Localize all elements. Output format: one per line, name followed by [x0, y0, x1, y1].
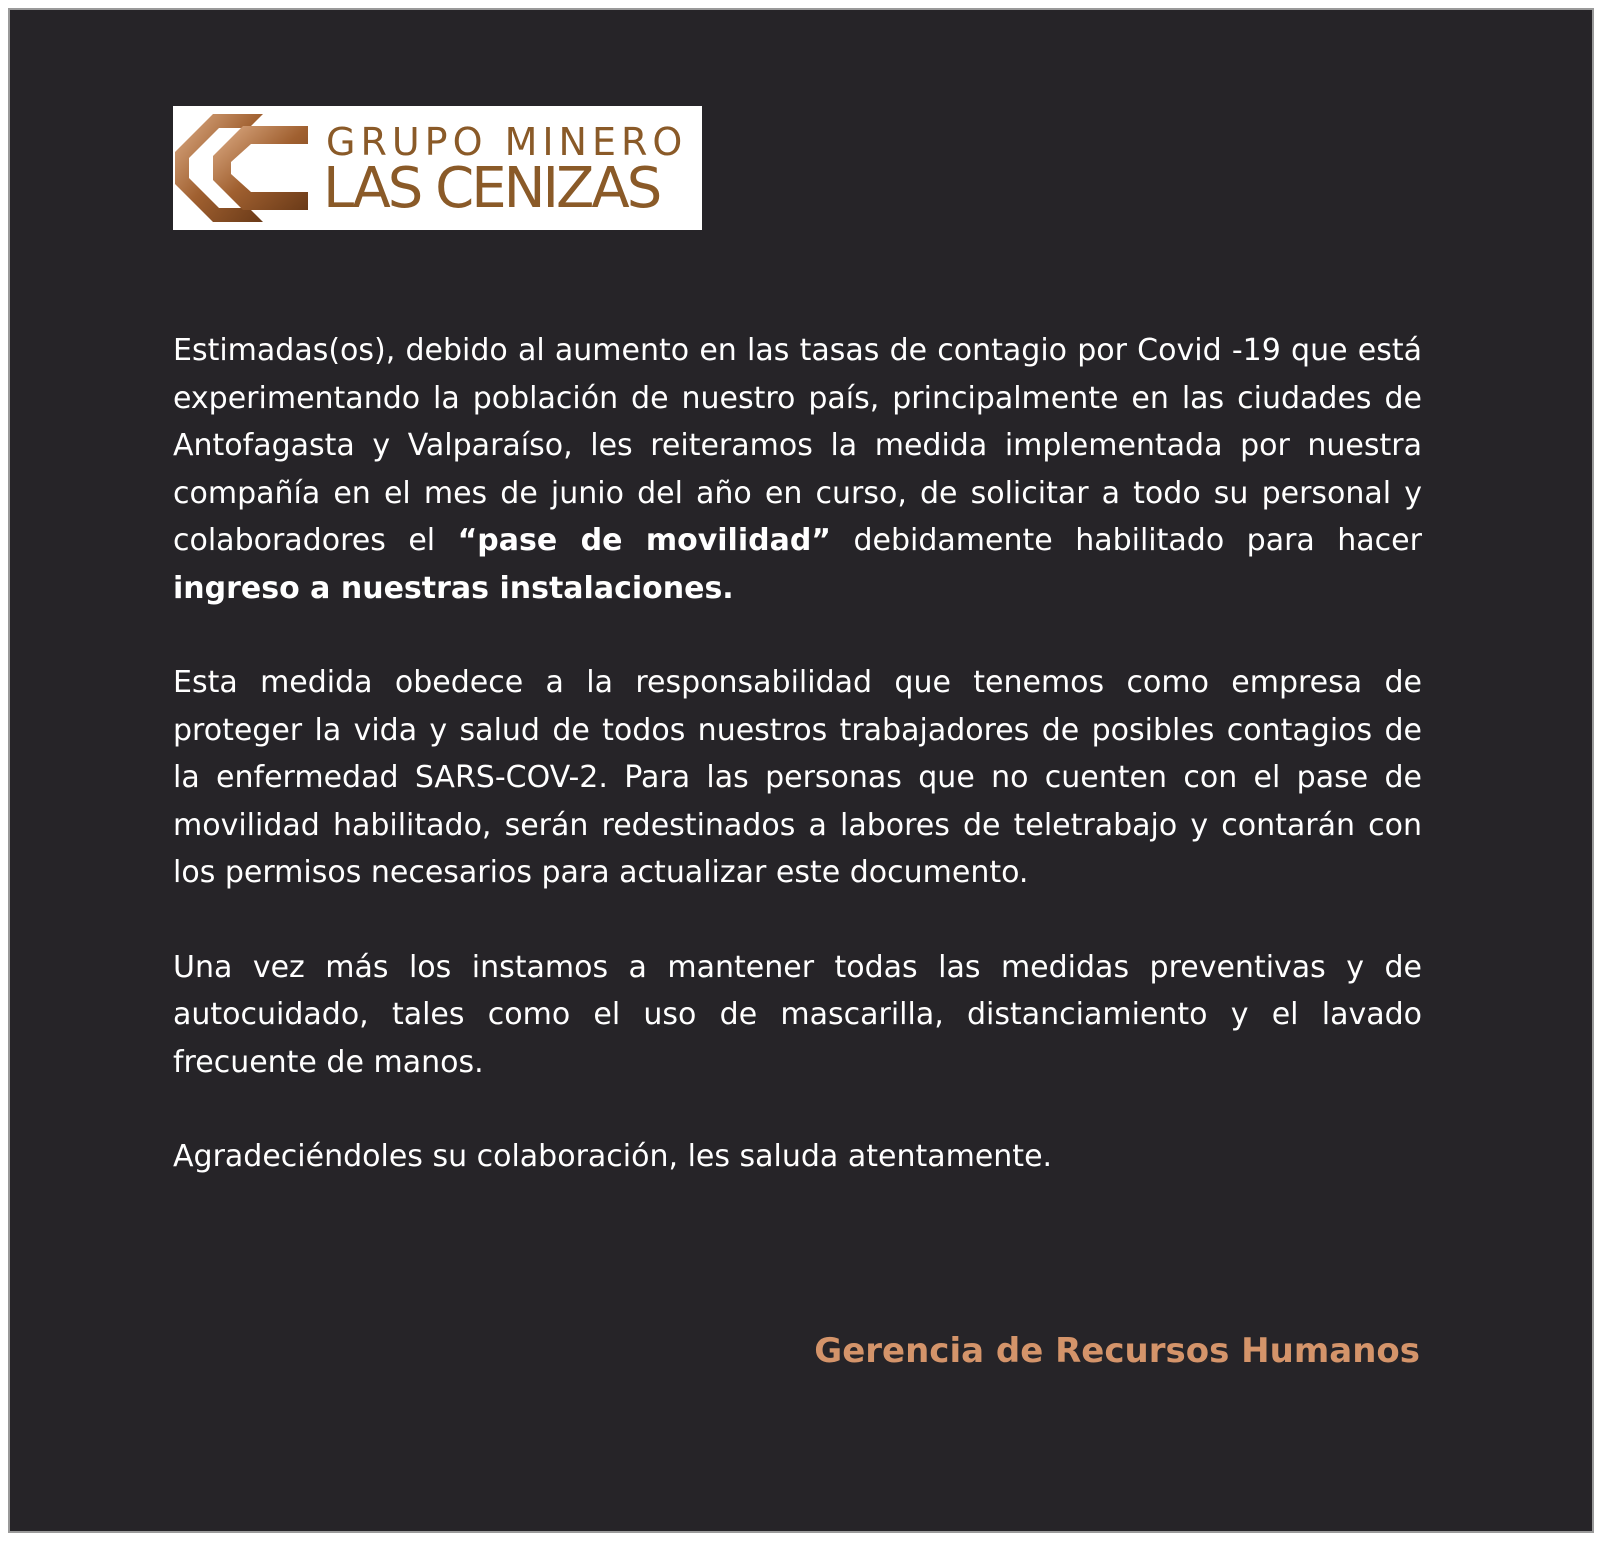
- logo-line-2: LAS CENIZAS: [323, 156, 660, 221]
- notice-body: [173, 327, 1422, 1228]
- paragraph-1-text: Estimadas(os), debido al aumento en las tasas de contagio por Covid -19 que está experimentando la población de nuestro país, principalmente en las ciudades de Antofagasta y Valparaíso, les reiteramos la medida implementada por nuestra compañía en el mes de junio del año en curso, de solicitar a todo su personal y colaboradores el: [173, 333, 1422, 558]
- paragraph-1: [173, 327, 1422, 612]
- closing-line: Agradeciéndoles su colaboración, les saluda atentamente.: [173, 1139, 1053, 1174]
- entry-emphasis: ingreso a nuestras instalaciones.: [173, 570, 734, 606]
- paragraph-2: Esta medida obedece a la responsabilidad que tenemos como empresa de proteger la vida y salud de todos nuestros trabajadores de posibles contagios de la enfermedad SARS-COV-2. Para las personas que no cuenten con el pase de movilidad habilitado, serán redestinados a labores de teletrabajo y contarán con los permisos necesarios para actualizar este documento.: [173, 665, 1422, 890]
- paragraph-3: Una vez más los instamos a mantener todas las medidas preventivas y de autocuidado, tales como el uso de mascarilla, distanciamiento y el lavado frecuente de manos.: [173, 949, 1422, 1080]
- signature: Gerencia de Recursos Humanos: [814, 1331, 1420, 1371]
- logo-line-1: GRUPO MINERO: [326, 120, 688, 164]
- double-c-emblem-icon: [173, 106, 333, 230]
- paragraph-1-cont: debidamente habilitado para hacer: [831, 523, 1422, 558]
- company-logo: [173, 106, 702, 230]
- mobility-pass-emphasis: “pase de movilidad”: [457, 523, 832, 558]
